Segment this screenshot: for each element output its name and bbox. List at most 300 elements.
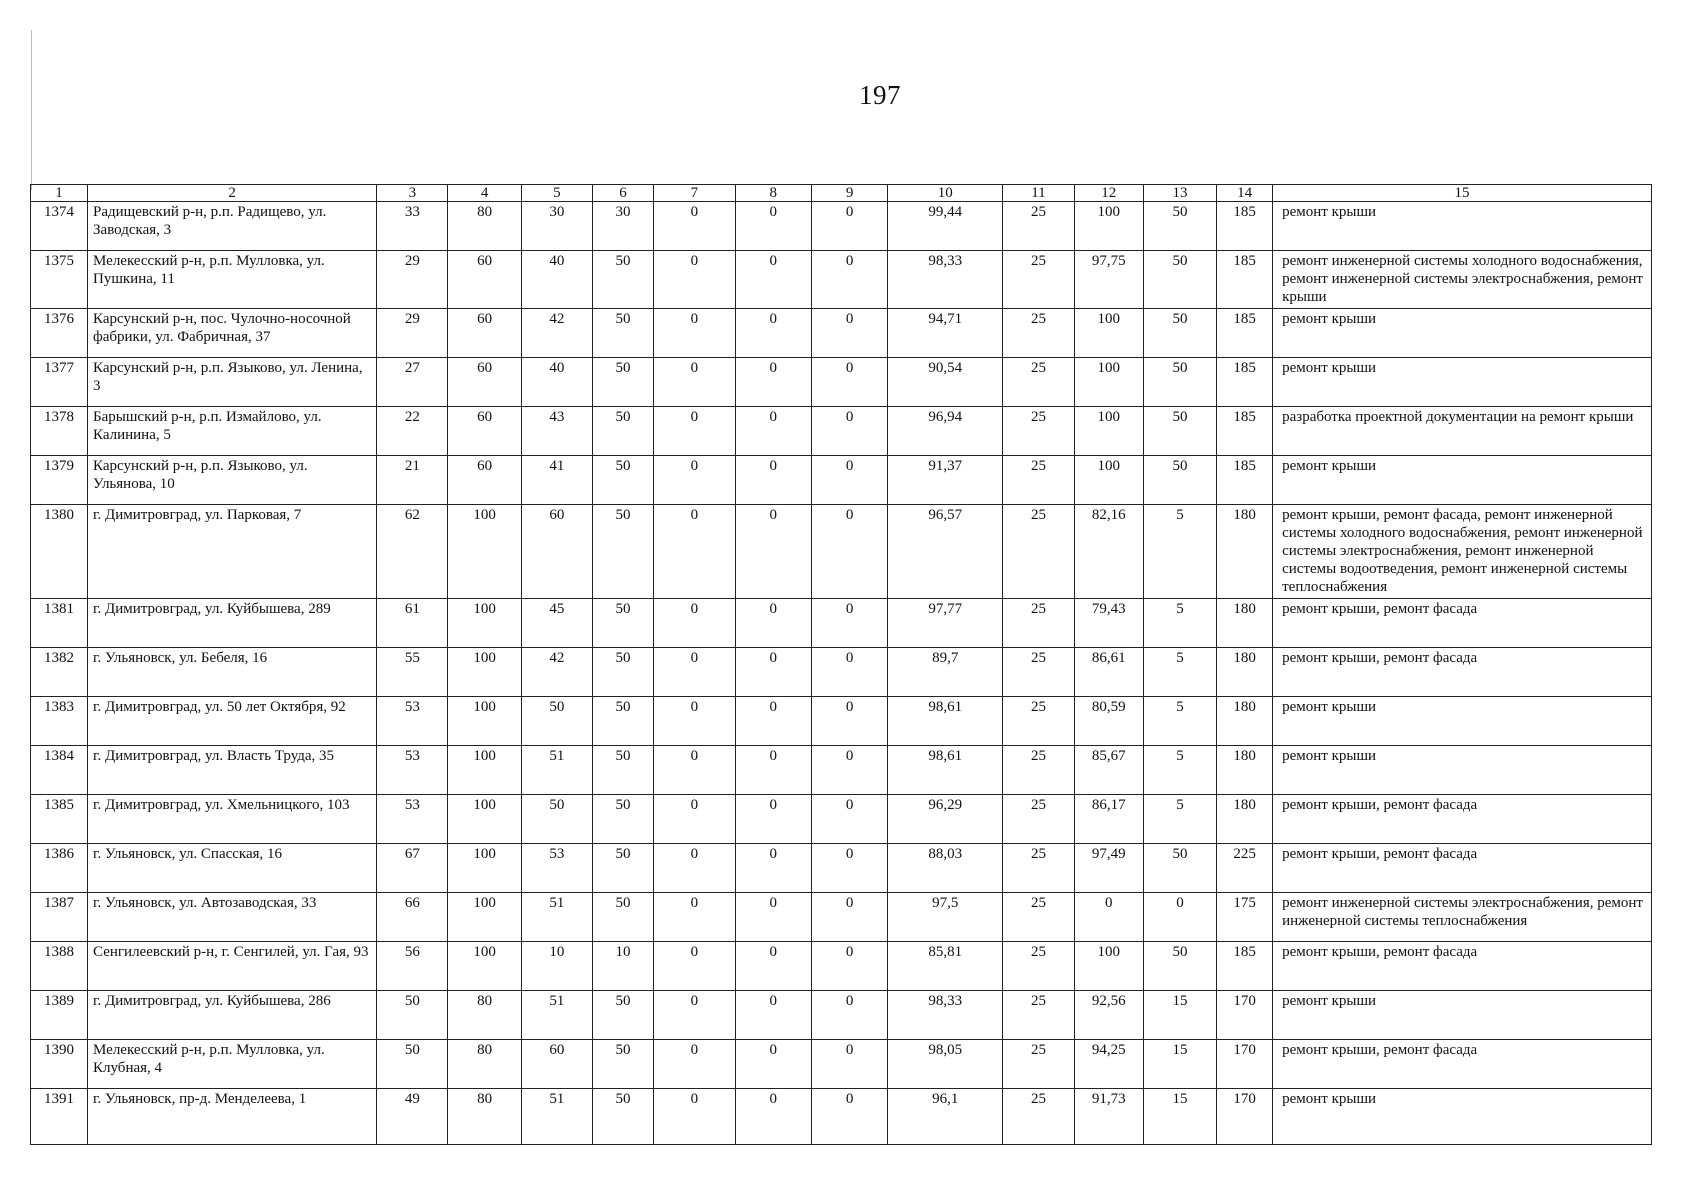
work-type-cell: разработка проектной документации на ремонт крыши [1273, 407, 1652, 456]
cell-c3: 29 [377, 251, 448, 309]
cell-c13: 50 [1143, 202, 1216, 251]
cell-c7: 0 [654, 309, 735, 358]
cell-c4: 80 [448, 991, 521, 1040]
address-cell: Карсунский р-н, пос. Чулочно-носочной фабрики, ул. Фабричная, 37 [88, 309, 377, 358]
cell-c13: 15 [1143, 1040, 1216, 1089]
cell-c8: 0 [735, 893, 811, 942]
cell-c10: 96,57 [888, 505, 1003, 599]
cell-c13: 50 [1143, 456, 1216, 505]
cell-c7: 0 [654, 795, 735, 844]
cell-c12: 91,73 [1074, 1089, 1143, 1145]
work-type-cell: ремонт крыши, ремонт фасада [1273, 844, 1652, 893]
cell-c3: 53 [377, 697, 448, 746]
cell-c3: 53 [377, 795, 448, 844]
cell-c14: 185 [1217, 942, 1273, 991]
cell-c9: 0 [811, 746, 887, 795]
cell-c9: 0 [811, 844, 887, 893]
work-type-cell: ремонт крыши [1273, 746, 1652, 795]
cell-c3: 21 [377, 456, 448, 505]
work-type-cell: ремонт крыши [1273, 358, 1652, 407]
cell-c4: 60 [448, 407, 521, 456]
cell-c9: 0 [811, 942, 887, 991]
cell-c6: 50 [593, 991, 654, 1040]
cell-c8: 0 [735, 795, 811, 844]
work-type-cell: ремонт крыши [1273, 202, 1652, 251]
cell-c4: 100 [448, 942, 521, 991]
table-row [31, 1040, 1652, 1089]
cell-c7: 0 [654, 942, 735, 991]
cell-c3: 50 [377, 1040, 448, 1089]
cell-c9: 0 [811, 1040, 887, 1089]
table-body [31, 202, 1652, 1145]
cell-c4: 80 [448, 1089, 521, 1145]
cell-c5: 42 [521, 648, 592, 697]
row-number: 1386 [31, 844, 88, 893]
cell-c11: 25 [1003, 893, 1074, 942]
cell-c7: 0 [654, 407, 735, 456]
cell-c12: 92,56 [1074, 991, 1143, 1040]
cell-c9: 0 [811, 407, 887, 456]
table-row [31, 456, 1652, 505]
cell-c9: 0 [811, 309, 887, 358]
cell-c14: 185 [1217, 358, 1273, 407]
cell-c12: 0 [1074, 893, 1143, 942]
cell-c6: 50 [593, 251, 654, 309]
cell-c3: 50 [377, 991, 448, 1040]
row-number: 1389 [31, 991, 88, 1040]
address-cell: г. Ульяновск, ул. Бебеля, 16 [88, 648, 377, 697]
cell-c5: 30 [521, 202, 592, 251]
cell-c10: 89,7 [888, 648, 1003, 697]
cell-c10: 88,03 [888, 844, 1003, 893]
column-header: 9 [811, 185, 887, 202]
cell-c7: 0 [654, 648, 735, 697]
cell-c5: 40 [521, 251, 592, 309]
cell-c5: 50 [521, 795, 592, 844]
cell-c12: 100 [1074, 202, 1143, 251]
cell-c4: 60 [448, 251, 521, 309]
cell-c6: 50 [593, 1040, 654, 1089]
work-type-cell: ремонт крыши [1273, 1089, 1652, 1145]
cell-c13: 15 [1143, 991, 1216, 1040]
row-number: 1380 [31, 505, 88, 599]
table-row [31, 844, 1652, 893]
cell-c14: 170 [1217, 1040, 1273, 1089]
table-row [31, 746, 1652, 795]
cell-c10: 98,05 [888, 1040, 1003, 1089]
cell-c13: 50 [1143, 942, 1216, 991]
cell-c5: 51 [521, 746, 592, 795]
cell-c8: 0 [735, 697, 811, 746]
work-type-cell: ремонт крыши, ремонт фасада [1273, 942, 1652, 991]
work-type-cell: ремонт крыши, ремонт фасада [1273, 795, 1652, 844]
cell-c10: 98,33 [888, 251, 1003, 309]
work-type-cell: ремонт крыши [1273, 697, 1652, 746]
cell-c3: 62 [377, 505, 448, 599]
row-number: 1381 [31, 599, 88, 648]
address-cell: г. Димитровград, ул. Куйбышева, 286 [88, 991, 377, 1040]
cell-c13: 5 [1143, 795, 1216, 844]
cell-c12: 80,59 [1074, 697, 1143, 746]
cell-c8: 0 [735, 358, 811, 407]
cell-c9: 0 [811, 795, 887, 844]
table-row [31, 648, 1652, 697]
cell-c7: 0 [654, 991, 735, 1040]
cell-c13: 0 [1143, 893, 1216, 942]
cell-c13: 50 [1143, 251, 1216, 309]
cell-c6: 50 [593, 893, 654, 942]
cell-c5: 45 [521, 599, 592, 648]
cell-c13: 15 [1143, 1089, 1216, 1145]
page-number: 197 [859, 80, 901, 110]
cell-c12: 86,61 [1074, 648, 1143, 697]
cell-c3: 66 [377, 893, 448, 942]
cell-c4: 100 [448, 697, 521, 746]
cell-c9: 0 [811, 251, 887, 309]
column-header: 11 [1003, 185, 1074, 202]
cell-c14: 180 [1217, 795, 1273, 844]
cell-c3: 53 [377, 746, 448, 795]
cell-c6: 30 [593, 202, 654, 251]
cell-c5: 41 [521, 456, 592, 505]
cell-c14: 180 [1217, 505, 1273, 599]
cell-c11: 25 [1003, 942, 1074, 991]
cell-c10: 98,61 [888, 746, 1003, 795]
cell-c5: 40 [521, 358, 592, 407]
cell-c6: 50 [593, 456, 654, 505]
column-header: 2 [88, 185, 377, 202]
cell-c6: 50 [593, 599, 654, 648]
cell-c3: 67 [377, 844, 448, 893]
cell-c8: 0 [735, 505, 811, 599]
cell-c7: 0 [654, 358, 735, 407]
cell-c11: 25 [1003, 251, 1074, 309]
cell-c14: 185 [1217, 202, 1273, 251]
cell-c4: 100 [448, 648, 521, 697]
cell-c4: 100 [448, 795, 521, 844]
cell-c4: 100 [448, 746, 521, 795]
cell-c6: 50 [593, 505, 654, 599]
cell-c9: 0 [811, 697, 887, 746]
cell-c5: 53 [521, 844, 592, 893]
cell-c7: 0 [654, 893, 735, 942]
cell-c9: 0 [811, 505, 887, 599]
address-cell: г. Ульяновск, ул. Спасская, 16 [88, 844, 377, 893]
cell-c6: 50 [593, 746, 654, 795]
cell-c7: 0 [654, 456, 735, 505]
cell-c14: 180 [1217, 648, 1273, 697]
cell-c12: 100 [1074, 309, 1143, 358]
column-header: 13 [1143, 185, 1216, 202]
cell-c13: 50 [1143, 844, 1216, 893]
column-header: 3 [377, 185, 448, 202]
table-row [31, 202, 1652, 251]
cell-c5: 51 [521, 991, 592, 1040]
cell-c13: 50 [1143, 358, 1216, 407]
row-number: 1385 [31, 795, 88, 844]
column-header: 4 [448, 185, 521, 202]
cell-c7: 0 [654, 1040, 735, 1089]
cell-c10: 98,61 [888, 697, 1003, 746]
table-row [31, 795, 1652, 844]
cell-c10: 90,54 [888, 358, 1003, 407]
cell-c4: 100 [448, 599, 521, 648]
row-number: 1391 [31, 1089, 88, 1145]
row-number: 1374 [31, 202, 88, 251]
cell-c12: 85,67 [1074, 746, 1143, 795]
row-number: 1383 [31, 697, 88, 746]
cell-c11: 25 [1003, 991, 1074, 1040]
work-type-cell: ремонт крыши, ремонт фасада [1273, 1040, 1652, 1089]
cell-c8: 0 [735, 746, 811, 795]
cell-c13: 50 [1143, 407, 1216, 456]
cell-c3: 33 [377, 202, 448, 251]
cell-c14: 185 [1217, 407, 1273, 456]
address-cell: Мелекесский р-н, р.п. Мулловка, ул. Клубная, 4 [88, 1040, 377, 1089]
cell-c3: 56 [377, 942, 448, 991]
cell-c14: 185 [1217, 456, 1273, 505]
cell-c8: 0 [735, 456, 811, 505]
address-cell: Карсунский р-н, р.п. Языково, ул. Ленина, 3 [88, 358, 377, 407]
cell-c6: 50 [593, 697, 654, 746]
cell-c9: 0 [811, 202, 887, 251]
cell-c9: 0 [811, 599, 887, 648]
cell-c3: 22 [377, 407, 448, 456]
cell-c7: 0 [654, 844, 735, 893]
cell-c9: 0 [811, 648, 887, 697]
cell-c5: 60 [521, 505, 592, 599]
cell-c11: 25 [1003, 599, 1074, 648]
row-number: 1379 [31, 456, 88, 505]
cell-c4: 80 [448, 1040, 521, 1089]
address-cell: г. Димитровград, ул. Хмельницкого, 103 [88, 795, 377, 844]
cell-c7: 0 [654, 505, 735, 599]
table-row [31, 251, 1652, 309]
cell-c12: 100 [1074, 358, 1143, 407]
cell-c12: 97,75 [1074, 251, 1143, 309]
cell-c5: 51 [521, 1089, 592, 1145]
cell-c12: 86,17 [1074, 795, 1143, 844]
cell-c10: 97,5 [888, 893, 1003, 942]
address-cell: г. Ульяновск, пр-д. Менделеева, 1 [88, 1089, 377, 1145]
table-row [31, 309, 1652, 358]
cell-c11: 25 [1003, 505, 1074, 599]
table-row [31, 991, 1652, 1040]
cell-c7: 0 [654, 697, 735, 746]
cell-c8: 0 [735, 844, 811, 893]
cell-c11: 25 [1003, 358, 1074, 407]
cell-c14: 180 [1217, 697, 1273, 746]
cell-c4: 60 [448, 309, 521, 358]
cell-c12: 94,25 [1074, 1040, 1143, 1089]
cell-c3: 55 [377, 648, 448, 697]
cell-c11: 25 [1003, 309, 1074, 358]
column-header: 8 [735, 185, 811, 202]
cell-c6: 10 [593, 942, 654, 991]
cell-c10: 91,37 [888, 456, 1003, 505]
cell-c8: 0 [735, 1089, 811, 1145]
column-header: 14 [1217, 185, 1273, 202]
cell-c11: 25 [1003, 795, 1074, 844]
column-header: 10 [888, 185, 1003, 202]
cell-c8: 0 [735, 1040, 811, 1089]
cell-c8: 0 [735, 991, 811, 1040]
row-number: 1382 [31, 648, 88, 697]
address-cell: Радищевский р-н, р.п. Радищево, ул. Заводская, 3 [88, 202, 377, 251]
cell-c3: 61 [377, 599, 448, 648]
cell-c4: 60 [448, 456, 521, 505]
row-number: 1388 [31, 942, 88, 991]
cell-c6: 50 [593, 844, 654, 893]
cell-c8: 0 [735, 407, 811, 456]
table-row [31, 1089, 1652, 1145]
table-row [31, 358, 1652, 407]
cell-c10: 99,44 [888, 202, 1003, 251]
address-cell: Сенгилеевский р-н, г. Сенгилей, ул. Гая, 93 [88, 942, 377, 991]
cell-c8: 0 [735, 648, 811, 697]
cell-c6: 50 [593, 358, 654, 407]
address-cell: г. Димитровград, ул. Парковая, 7 [88, 505, 377, 599]
address-cell: Барышский р-н, р.п. Измайлово, ул. Калинина, 5 [88, 407, 377, 456]
cell-c4: 100 [448, 893, 521, 942]
column-header: 6 [593, 185, 654, 202]
cell-c13: 5 [1143, 505, 1216, 599]
cell-c10: 96,94 [888, 407, 1003, 456]
cell-c7: 0 [654, 746, 735, 795]
cell-c11: 25 [1003, 407, 1074, 456]
cell-c6: 50 [593, 795, 654, 844]
column-number-row [31, 185, 1652, 202]
work-type-cell: ремонт крыши, ремонт фасада, ремонт инженерной системы холодного водоснабжения, ремонт инженерной системы электроснабжения, ремонт инженерной системы водоотведения, ремонт инженерной системы теплоснабжения [1273, 505, 1652, 599]
row-number: 1375 [31, 251, 88, 309]
cell-c4: 80 [448, 202, 521, 251]
cell-c6: 50 [593, 309, 654, 358]
address-cell: Карсунский р-н, р.п. Языково, ул. Ульянова, 10 [88, 456, 377, 505]
cell-c12: 100 [1074, 456, 1143, 505]
cell-c13: 50 [1143, 309, 1216, 358]
cell-c12: 79,43 [1074, 599, 1143, 648]
cell-c14: 180 [1217, 746, 1273, 795]
cell-c11: 25 [1003, 746, 1074, 795]
cell-c14: 170 [1217, 991, 1273, 1040]
cell-c14: 180 [1217, 599, 1273, 648]
cell-c13: 5 [1143, 648, 1216, 697]
cell-c11: 25 [1003, 844, 1074, 893]
cell-c11: 25 [1003, 1089, 1074, 1145]
cell-c4: 100 [448, 844, 521, 893]
cell-c14: 225 [1217, 844, 1273, 893]
cell-c7: 0 [654, 599, 735, 648]
cell-c12: 100 [1074, 407, 1143, 456]
cell-c10: 98,33 [888, 991, 1003, 1040]
cell-c12: 100 [1074, 942, 1143, 991]
cell-c11: 25 [1003, 1040, 1074, 1089]
cell-c13: 5 [1143, 599, 1216, 648]
table-row [31, 893, 1652, 942]
cell-c11: 25 [1003, 202, 1074, 251]
cell-c14: 170 [1217, 1089, 1273, 1145]
cell-c10: 94,71 [888, 309, 1003, 358]
row-number: 1384 [31, 746, 88, 795]
column-header: 1 [31, 185, 88, 202]
cell-c9: 0 [811, 1089, 887, 1145]
table-row [31, 697, 1652, 746]
row-number: 1390 [31, 1040, 88, 1089]
cell-c3: 29 [377, 309, 448, 358]
work-type-cell: ремонт крыши [1273, 456, 1652, 505]
column-header: 5 [521, 185, 592, 202]
cell-c6: 50 [593, 648, 654, 697]
cell-c3: 49 [377, 1089, 448, 1145]
cell-c8: 0 [735, 202, 811, 251]
column-header: 15 [1273, 185, 1652, 202]
address-cell: г. Димитровград, ул. 50 лет Октября, 92 [88, 697, 377, 746]
cell-c14: 175 [1217, 893, 1273, 942]
cell-c5: 10 [521, 942, 592, 991]
row-number: 1378 [31, 407, 88, 456]
cell-c8: 0 [735, 251, 811, 309]
cell-c12: 82,16 [1074, 505, 1143, 599]
cell-c3: 27 [377, 358, 448, 407]
cell-c4: 100 [448, 505, 521, 599]
cell-c8: 0 [735, 599, 811, 648]
cell-c12: 97,49 [1074, 844, 1143, 893]
work-type-cell: ремонт крыши [1273, 991, 1652, 1040]
cell-c10: 96,1 [888, 1089, 1003, 1145]
cell-c9: 0 [811, 456, 887, 505]
address-cell: Мелекесский р-н, р.п. Мулловка, ул. Пушкина, 11 [88, 251, 377, 309]
work-type-cell: ремонт крыши, ремонт фасада [1273, 599, 1652, 648]
row-number: 1377 [31, 358, 88, 407]
cell-c5: 50 [521, 697, 592, 746]
table-row [31, 407, 1652, 456]
cell-c8: 0 [735, 309, 811, 358]
cell-c7: 0 [654, 1089, 735, 1145]
column-header: 12 [1074, 185, 1143, 202]
row-number: 1387 [31, 893, 88, 942]
address-cell: г. Димитровград, ул. Куйбышева, 289 [88, 599, 377, 648]
cell-c11: 25 [1003, 456, 1074, 505]
cell-c10: 85,81 [888, 942, 1003, 991]
cell-c10: 97,77 [888, 599, 1003, 648]
cell-c14: 185 [1217, 309, 1273, 358]
cell-c10: 96,29 [888, 795, 1003, 844]
cell-c11: 25 [1003, 697, 1074, 746]
cell-c11: 25 [1003, 648, 1074, 697]
cell-c9: 0 [811, 358, 887, 407]
cell-c13: 5 [1143, 746, 1216, 795]
cell-c5: 42 [521, 309, 592, 358]
cell-c9: 0 [811, 893, 887, 942]
table-row [31, 505, 1652, 599]
address-cell: г. Ульяновск, ул. Автозаводская, 33 [88, 893, 377, 942]
table-row [31, 599, 1652, 648]
row-number: 1376 [31, 309, 88, 358]
cell-c7: 0 [654, 251, 735, 309]
cell-c6: 50 [593, 407, 654, 456]
repair-program-table [30, 184, 1652, 1145]
cell-c6: 50 [593, 1089, 654, 1145]
cell-c8: 0 [735, 942, 811, 991]
table-row [31, 942, 1652, 991]
work-type-cell: ремонт крыши [1273, 309, 1652, 358]
address-cell: г. Димитровград, ул. Власть Труда, 35 [88, 746, 377, 795]
cell-c13: 5 [1143, 697, 1216, 746]
cell-c5: 43 [521, 407, 592, 456]
work-type-cell: ремонт инженерной системы холодного водоснабжения, ремонт инженерной системы электроснабжения, ремонт крыши [1273, 251, 1652, 309]
cell-c5: 51 [521, 893, 592, 942]
work-type-cell: ремонт инженерной системы электроснабжения, ремонт инженерной системы теплоснабжения [1273, 893, 1652, 942]
